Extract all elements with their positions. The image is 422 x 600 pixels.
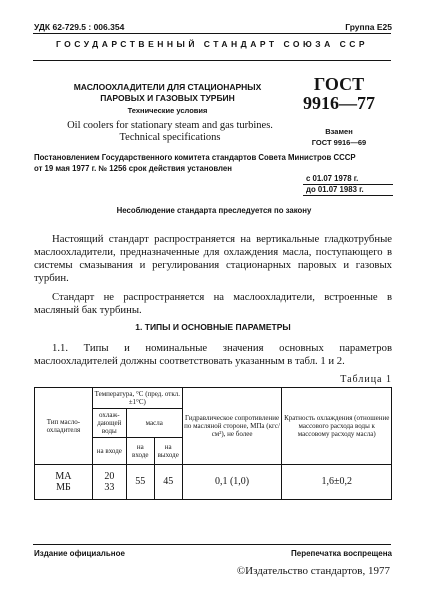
water-inlet-mb: 33 bbox=[104, 482, 115, 493]
document-title-en bbox=[50, 120, 290, 144]
header-rule-top bbox=[33, 33, 391, 34]
cell-ratio: 1,6±0,2 bbox=[282, 465, 392, 500]
cell-resistance: 0,1 (1,0) bbox=[182, 465, 282, 500]
replaced-label: Взамен bbox=[325, 127, 353, 136]
header-oil-outlet: на выходе bbox=[154, 438, 182, 465]
cell-types bbox=[35, 465, 93, 500]
replaced-value: ГОСТ 9916—69 bbox=[311, 138, 367, 147]
document-title-ru bbox=[55, 82, 280, 104]
document-subtitle: Технические условия bbox=[127, 106, 208, 115]
valid-from: с 01.07 1978 г. bbox=[303, 174, 393, 185]
group-code: Группа Е25 bbox=[345, 22, 392, 32]
header-temperature: Температура, °С (пред. откл. ±1°С) bbox=[92, 388, 182, 409]
valid-to: до 01.07 1983 г. bbox=[303, 185, 393, 196]
gost-label: ГОСТ bbox=[313, 74, 365, 94]
replaced-standard bbox=[294, 126, 384, 148]
footer-rule bbox=[33, 544, 391, 545]
table-row bbox=[35, 465, 392, 500]
udk-code: УДК 62-729.5 : 006.354 bbox=[34, 22, 125, 32]
copyright-line: ©Издательство стандартов, 1977 bbox=[236, 565, 390, 577]
paragraph-scope: Настоящий стандарт распространяется на вертикальные гладкотрубные маслоохладители, предназначенные для охлаждения масла, поступающего в системы смазывания и регулирования стационарных паровых и газовых турбин. bbox=[34, 233, 392, 284]
cell-oil-inlet: 55 bbox=[126, 465, 154, 500]
reprint-prohibited-label: Перепечатка воспрещена bbox=[291, 549, 392, 558]
decree-line-2: от 19 мая 1977 г. № 1256 срок действия установлен bbox=[34, 164, 232, 173]
type-mb: МБ bbox=[56, 482, 71, 493]
header-rule-bottom bbox=[33, 60, 391, 61]
table-caption: Таблица 1 bbox=[340, 374, 392, 385]
title-ru-line-2: ПАРОВЫХ И ГАЗОВЫХ ТУРБИН bbox=[100, 93, 235, 103]
parameters-table bbox=[34, 387, 392, 500]
cell-water-inlet bbox=[92, 465, 126, 500]
title-en-line-1: Oil coolers for stationary steam and gas turbines. bbox=[67, 120, 273, 131]
decree-line-1: Постановлением Государственного комитета стандартов Совета Министров СССР bbox=[34, 153, 356, 162]
paragraph-types: 1.1. Типы и номинальные значения основных параметров маслоохладителей должны соответствовать указанным в табл. 1 и 2. bbox=[34, 342, 392, 367]
section-title: 1. ТИПЫ И ОСНОВНЫЕ ПАРАМЕТРЫ bbox=[135, 322, 291, 332]
official-edition-label: Издание официальное bbox=[34, 549, 125, 558]
header-ratio: Кратность охлаждения (отношение массового расхода воды к массовому расходу масла) bbox=[282, 388, 392, 465]
header-cooling-water: охлаж-дающей воды bbox=[92, 409, 126, 438]
legal-notice: Несоблюдение стандарта преследуется по закону bbox=[116, 206, 312, 215]
header-type: Тип масло-охладителя bbox=[35, 388, 93, 465]
paragraph-exclusion: Стандарт не распространяется на маслоохладители, встроенные в масляный бак турбины. bbox=[34, 291, 392, 316]
type-ma: МА bbox=[55, 471, 72, 482]
header-oil: масла bbox=[126, 409, 182, 438]
header-oil-inlet: на входе bbox=[126, 438, 154, 465]
validity-dates bbox=[303, 174, 393, 196]
standard-type-heading: ГОСУДАРСТВЕННЫЙ СТАНДАРТ СОЮЗА ССР bbox=[55, 39, 369, 49]
header-water-inlet: на входе bbox=[92, 438, 126, 465]
cell-oil-outlet: 45 bbox=[154, 465, 182, 500]
title-en-line-2: Technical specifications bbox=[119, 132, 221, 143]
decree-text bbox=[34, 152, 394, 174]
header-resistance: Гидравлическое сопротивление по масляной стороне, МПа (кгс/см²), не более bbox=[182, 388, 282, 465]
gost-number-block bbox=[294, 75, 384, 113]
gost-number: 9916—77 bbox=[303, 93, 375, 113]
title-ru-line-1: МАСЛООХЛАДИТЕЛИ ДЛЯ СТАЦИОНАРНЫХ bbox=[73, 82, 262, 92]
water-inlet-ma: 20 bbox=[104, 471, 115, 482]
